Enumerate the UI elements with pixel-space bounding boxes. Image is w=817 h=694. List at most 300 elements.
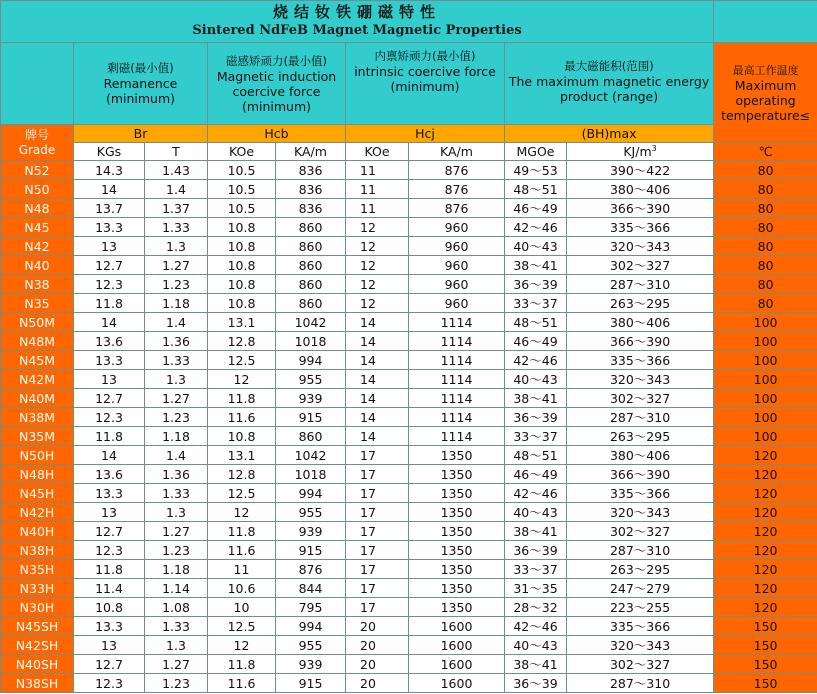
bh-mgoe-cell: 42～46 bbox=[505, 484, 567, 503]
table-row bbox=[1, 636, 817, 655]
bh-mgoe-cell: 36～39 bbox=[505, 541, 567, 560]
br-kgs-cell: 11.8 bbox=[74, 560, 145, 579]
hcb-koe-cell: 10.8 bbox=[208, 427, 276, 446]
hcb-en1: Magnetic induction bbox=[216, 68, 337, 84]
temp-cell: 80 bbox=[714, 294, 817, 313]
bh-kj-cell: 287～310 bbox=[567, 541, 714, 560]
temp-cell: 120 bbox=[714, 598, 817, 617]
hcj-en2: (minimum) bbox=[390, 79, 460, 94]
temp-cell: 150 bbox=[714, 655, 817, 674]
hcj-koe-cell: 20 bbox=[346, 674, 409, 693]
table-row bbox=[1, 180, 817, 199]
grade-cell: N33H bbox=[1, 579, 74, 598]
band-br: Br bbox=[74, 125, 208, 143]
br-kgs-cell: 13.6 bbox=[74, 332, 145, 351]
temp-cell: 100 bbox=[714, 427, 817, 446]
hcj-koe-cell: 14 bbox=[346, 408, 409, 427]
hcb-koe-cell: 11.6 bbox=[208, 674, 276, 693]
bh-kj-cell: 320～343 bbox=[567, 237, 714, 256]
hcb-koe-cell: 10.8 bbox=[208, 275, 276, 294]
br-kgs-cell: 12.7 bbox=[74, 655, 145, 674]
temp-cell: 120 bbox=[714, 446, 817, 465]
hcb-koe-cell: 12.5 bbox=[208, 351, 276, 370]
title-corner bbox=[714, 1, 817, 43]
grade-cell: N45M bbox=[1, 351, 74, 370]
temp-cell: 100 bbox=[714, 313, 817, 332]
hcj-kam-cell: 1600 bbox=[409, 636, 505, 655]
br-t-cell: 1.4 bbox=[145, 313, 208, 332]
temp-cell: 120 bbox=[714, 484, 817, 503]
bh-kj-cell: 223～255 bbox=[567, 598, 714, 617]
bh-kj-cell: 302～327 bbox=[567, 655, 714, 674]
bh-mgoe-cell: 38～41 bbox=[505, 655, 567, 674]
hcb-koe-cell: 12.8 bbox=[208, 332, 276, 351]
bh-en2: product (range) bbox=[559, 89, 659, 104]
hcj-koe-cell: 17 bbox=[346, 579, 409, 598]
temp-cell: 100 bbox=[714, 408, 817, 427]
hcj-kam-cell: 1350 bbox=[409, 484, 505, 503]
temp-cell: 120 bbox=[714, 465, 817, 484]
bh-kj-cell: 380～406 bbox=[567, 313, 714, 332]
br-kgs-cell: 13 bbox=[74, 370, 145, 389]
br-kgs-cell: 14 bbox=[74, 313, 145, 332]
hcj-koe-cell: 17 bbox=[346, 560, 409, 579]
hcj-kam-cell: 1600 bbox=[409, 674, 505, 693]
br-kgs-cell: 13 bbox=[74, 237, 145, 256]
unit-kjm3-sup: 3 bbox=[651, 143, 657, 153]
hcj-kam-cell: 1350 bbox=[409, 465, 505, 484]
table-row bbox=[1, 617, 817, 636]
hcj-koe-cell: 12 bbox=[346, 275, 409, 294]
hcj-koe-cell: 17 bbox=[346, 522, 409, 541]
grade-cell: N40SH bbox=[1, 655, 74, 674]
hcb-kam-cell: 955 bbox=[276, 636, 346, 655]
br-t-cell: 1.3 bbox=[145, 636, 208, 655]
hcb-kam-cell: 1018 bbox=[276, 332, 346, 351]
table-row bbox=[1, 256, 817, 275]
br-t-cell: 1.4 bbox=[145, 446, 208, 465]
bh-kj-cell: 320～343 bbox=[567, 636, 714, 655]
bh-mgoe-cell: 40～43 bbox=[505, 237, 567, 256]
hcb-kam-cell: 860 bbox=[276, 218, 346, 237]
bh-mgoe-cell: 42～46 bbox=[505, 351, 567, 370]
hcj-koe-cell: 20 bbox=[346, 655, 409, 674]
br-t-cell: 1.18 bbox=[145, 294, 208, 313]
hcj-kam-cell: 960 bbox=[409, 218, 505, 237]
hcj-koe-cell: 12 bbox=[346, 294, 409, 313]
bh-kj-cell: 366～390 bbox=[567, 465, 714, 484]
bh-mgoe-cell: 36～39 bbox=[505, 674, 567, 693]
header-grade bbox=[1, 125, 74, 161]
br-kgs-cell: 12.3 bbox=[74, 408, 145, 427]
grade-cell: N48M bbox=[1, 332, 74, 351]
bh-mgoe-cell: 46～49 bbox=[505, 332, 567, 351]
grade-cell: N35H bbox=[1, 560, 74, 579]
temp-cell: 80 bbox=[714, 161, 817, 180]
hcb-kam-cell: 860 bbox=[276, 256, 346, 275]
hcb-en2: coercive force bbox=[232, 83, 321, 99]
br-t-cell: 1.3 bbox=[145, 370, 208, 389]
br-t-cell: 1.33 bbox=[145, 484, 208, 503]
hcb-koe-cell: 10.5 bbox=[208, 180, 276, 199]
remanence-en2: (minimum) bbox=[105, 91, 176, 106]
br-kgs-cell: 12.7 bbox=[74, 389, 145, 408]
hcj-koe-cell: 20 bbox=[346, 617, 409, 636]
hcj-kam-cell: 1600 bbox=[409, 655, 505, 674]
hcb-kam-cell: 860 bbox=[276, 237, 346, 256]
hcb-koe-cell: 13.1 bbox=[208, 313, 276, 332]
table-row bbox=[1, 408, 817, 427]
hcj-kam-cell: 1114 bbox=[409, 313, 505, 332]
hcb-koe-cell: 10.5 bbox=[208, 161, 276, 180]
bh-mgoe-cell: 46～49 bbox=[505, 465, 567, 484]
br-t-cell: 1.14 bbox=[145, 579, 208, 598]
band-hcj: Hcj bbox=[346, 125, 505, 143]
unit-kam-hcj: KA/m bbox=[409, 143, 505, 161]
grade-cell: N42M bbox=[1, 370, 74, 389]
br-t-cell: 1.36 bbox=[145, 332, 208, 351]
hcj-koe-cell: 11 bbox=[346, 180, 409, 199]
bh-mgoe-cell: 33～37 bbox=[505, 294, 567, 313]
bh-kj-cell: 263～295 bbox=[567, 560, 714, 579]
hcb-koe-cell: 10.8 bbox=[208, 218, 276, 237]
grade-cell: N50M bbox=[1, 313, 74, 332]
hcb-koe-cell: 11.6 bbox=[208, 541, 276, 560]
hcb-kam-cell: 939 bbox=[276, 522, 346, 541]
hcb-koe-cell: 13.1 bbox=[208, 446, 276, 465]
hcj-koe-cell: 20 bbox=[346, 636, 409, 655]
br-t-cell: 1.08 bbox=[145, 598, 208, 617]
hcb-kam-cell: 1042 bbox=[276, 313, 346, 332]
br-t-cell: 1.27 bbox=[145, 256, 208, 275]
br-kgs-cell: 13.3 bbox=[74, 617, 145, 636]
remanence-cn: 剩磁(最小值) bbox=[107, 61, 174, 75]
hcb-koe-cell: 10.5 bbox=[208, 199, 276, 218]
br-kgs-cell: 11.4 bbox=[74, 579, 145, 598]
band-bh: (BH)max bbox=[505, 125, 714, 143]
br-t-cell: 1.33 bbox=[145, 617, 208, 636]
temp-cell: 150 bbox=[714, 617, 817, 636]
grade-cell: N38H bbox=[1, 541, 74, 560]
br-kgs-cell: 13.3 bbox=[74, 218, 145, 237]
data-rows bbox=[1, 161, 817, 693]
bh-kj-cell: 263～295 bbox=[567, 427, 714, 446]
hcj-koe-cell: 17 bbox=[346, 503, 409, 522]
hcj-koe-cell: 12 bbox=[346, 218, 409, 237]
br-kgs-cell: 13.6 bbox=[74, 465, 145, 484]
table-row bbox=[1, 294, 817, 313]
hcb-kam-cell: 876 bbox=[276, 560, 346, 579]
hcj-kam-cell: 1350 bbox=[409, 579, 505, 598]
br-t-cell: 1.43 bbox=[145, 161, 208, 180]
table-row bbox=[1, 503, 817, 522]
br-t-cell: 1.23 bbox=[145, 408, 208, 427]
header-hcj bbox=[346, 43, 505, 125]
bh-cn: 最大磁能积(范围) bbox=[564, 59, 654, 73]
table-row bbox=[1, 351, 817, 370]
bh-mgoe-cell: 40～43 bbox=[505, 636, 567, 655]
hcj-koe-cell: 17 bbox=[346, 465, 409, 484]
unit-t: T bbox=[145, 143, 208, 161]
grade-en: Grade bbox=[18, 142, 56, 157]
table-row bbox=[1, 484, 817, 503]
hcb-kam-cell: 1042 bbox=[276, 446, 346, 465]
table-row bbox=[1, 674, 817, 693]
table-row bbox=[1, 598, 817, 617]
table-row bbox=[1, 389, 817, 408]
bh-kj-cell: 287～310 bbox=[567, 275, 714, 294]
table-row bbox=[1, 275, 817, 294]
hcj-kam-cell: 1350 bbox=[409, 503, 505, 522]
hcb-kam-cell: 994 bbox=[276, 617, 346, 636]
hcb-koe-cell: 12.5 bbox=[208, 484, 276, 503]
br-t-cell: 1.23 bbox=[145, 674, 208, 693]
hcj-koe-cell: 14 bbox=[346, 332, 409, 351]
hcb-kam-cell: 939 bbox=[276, 389, 346, 408]
hcb-kam-cell: 994 bbox=[276, 484, 346, 503]
hcj-koe-cell: 14 bbox=[346, 313, 409, 332]
temp-en3: temperature≤ bbox=[721, 107, 811, 123]
grade-cell: N40H bbox=[1, 522, 74, 541]
hcb-koe-cell: 11.8 bbox=[208, 389, 276, 408]
unit-koe-hcb: KOe bbox=[208, 143, 276, 161]
bh-mgoe-cell: 36～39 bbox=[505, 408, 567, 427]
br-t-cell: 1.23 bbox=[145, 541, 208, 560]
hcj-kam-cell: 960 bbox=[409, 275, 505, 294]
grade-cell: N42H bbox=[1, 503, 74, 522]
temp-cell: 100 bbox=[714, 370, 817, 389]
br-t-cell: 1.4 bbox=[145, 180, 208, 199]
hcb-kam-cell: 860 bbox=[276, 275, 346, 294]
hcb-en3: (minimum) bbox=[241, 98, 312, 114]
bh-kj-cell: 287～310 bbox=[567, 408, 714, 427]
grade-cell: N42 bbox=[1, 237, 74, 256]
temp-cell: 120 bbox=[714, 579, 817, 598]
hcb-koe-cell: 12.8 bbox=[208, 465, 276, 484]
grade-cell: N38SH bbox=[1, 674, 74, 693]
hcb-kam-cell: 915 bbox=[276, 674, 346, 693]
remanence-en1: Remanence bbox=[103, 76, 178, 91]
hcj-kam-cell: 876 bbox=[409, 199, 505, 218]
hcj-kam-cell: 1350 bbox=[409, 598, 505, 617]
hcj-kam-cell: 1600 bbox=[409, 617, 505, 636]
bh-kj-cell: 263～295 bbox=[567, 294, 714, 313]
hcj-koe-cell: 14 bbox=[346, 370, 409, 389]
br-t-cell: 1.27 bbox=[145, 655, 208, 674]
bh-mgoe-cell: 48～51 bbox=[505, 313, 567, 332]
br-t-cell: 1.36 bbox=[145, 465, 208, 484]
br-t-cell: 1.33 bbox=[145, 351, 208, 370]
hcb-kam-cell: 795 bbox=[276, 598, 346, 617]
temp-cell: 100 bbox=[714, 332, 817, 351]
table-row bbox=[1, 579, 817, 598]
hcb-kam-cell: 860 bbox=[276, 427, 346, 446]
hcb-koe-cell: 11 bbox=[208, 560, 276, 579]
grade-cell: N38M bbox=[1, 408, 74, 427]
hcb-koe-cell: 10.8 bbox=[208, 237, 276, 256]
hcj-kam-cell: 876 bbox=[409, 161, 505, 180]
bh-kj-cell: 320～343 bbox=[567, 503, 714, 522]
hcb-koe-cell: 11.8 bbox=[208, 522, 276, 541]
hcj-kam-cell: 1114 bbox=[409, 408, 505, 427]
table-title bbox=[1, 1, 714, 43]
title-en: Sintered NdFeB Magnet Magnetic Properties bbox=[192, 23, 522, 38]
hcb-kam-cell: 836 bbox=[276, 199, 346, 218]
hcj-kam-cell: 1350 bbox=[409, 522, 505, 541]
hcb-kam-cell: 836 bbox=[276, 180, 346, 199]
br-kgs-cell: 14 bbox=[74, 446, 145, 465]
hcb-koe-cell: 10.8 bbox=[208, 256, 276, 275]
hcb-kam-cell: 860 bbox=[276, 294, 346, 313]
br-kgs-cell: 14 bbox=[74, 180, 145, 199]
grade-cell: N52 bbox=[1, 161, 74, 180]
hcb-koe-cell: 11.6 bbox=[208, 408, 276, 427]
unit-kgs: KGs bbox=[74, 143, 145, 161]
hcj-koe-cell: 17 bbox=[346, 446, 409, 465]
hcj-kam-cell: 1114 bbox=[409, 427, 505, 446]
hcb-kam-cell: 836 bbox=[276, 161, 346, 180]
grade-cell: N45H bbox=[1, 484, 74, 503]
bh-mgoe-cell: 48～51 bbox=[505, 180, 567, 199]
br-kgs-cell: 13.3 bbox=[74, 351, 145, 370]
hcj-kam-cell: 960 bbox=[409, 237, 505, 256]
br-kgs-cell: 13.7 bbox=[74, 199, 145, 218]
unit-koe-hcj: KOe bbox=[346, 143, 409, 161]
hcb-koe-cell: 12 bbox=[208, 503, 276, 522]
table-row bbox=[1, 541, 817, 560]
br-t-cell: 1.3 bbox=[145, 237, 208, 256]
grade-cell: N35 bbox=[1, 294, 74, 313]
hcj-kam-cell: 1114 bbox=[409, 351, 505, 370]
bh-mgoe-cell: 33～37 bbox=[505, 560, 567, 579]
hcb-kam-cell: 994 bbox=[276, 351, 346, 370]
header-remanence bbox=[74, 43, 208, 125]
bh-mgoe-cell: 38～41 bbox=[505, 256, 567, 275]
hcb-kam-cell: 1018 bbox=[276, 465, 346, 484]
temp-cn: 最高工作温度 bbox=[732, 63, 799, 77]
grade-cell: N40M bbox=[1, 389, 74, 408]
hcj-koe-cell: 14 bbox=[346, 427, 409, 446]
grade-cell: N48H bbox=[1, 465, 74, 484]
br-kgs-cell: 14.3 bbox=[74, 161, 145, 180]
br-kgs-cell: 12.3 bbox=[74, 275, 145, 294]
hcj-koe-cell: 12 bbox=[346, 256, 409, 275]
table-row bbox=[1, 161, 817, 180]
temp-cell: 80 bbox=[714, 199, 817, 218]
table-row bbox=[1, 446, 817, 465]
table-row bbox=[1, 655, 817, 674]
br-kgs-cell: 13 bbox=[74, 503, 145, 522]
grade-cell: N35M bbox=[1, 427, 74, 446]
temp-cell: 120 bbox=[714, 541, 817, 560]
bh-mgoe-cell: 33～37 bbox=[505, 427, 567, 446]
temp-cell: 80 bbox=[714, 237, 817, 256]
hcb-koe-cell: 12.5 bbox=[208, 617, 276, 636]
temp-en2: operating bbox=[735, 92, 796, 108]
br-kgs-cell: 12.7 bbox=[74, 522, 145, 541]
hcb-cn: 磁感矫顽力(最小值) bbox=[226, 53, 327, 68]
hcb-kam-cell: 915 bbox=[276, 541, 346, 560]
bh-mgoe-cell: 48～51 bbox=[505, 446, 567, 465]
band-hcb: Hcb bbox=[208, 125, 346, 143]
grade-cell: N48 bbox=[1, 199, 74, 218]
temp-cell: 80 bbox=[714, 218, 817, 237]
header-bh bbox=[505, 43, 714, 125]
grade-cell: N45SH bbox=[1, 617, 74, 636]
br-kgs-cell: 13 bbox=[74, 636, 145, 655]
grade-cell: N45 bbox=[1, 218, 74, 237]
bh-mgoe-cell: 36～39 bbox=[505, 275, 567, 294]
grade-cell: N38 bbox=[1, 275, 74, 294]
hcb-koe-cell: 11.8 bbox=[208, 655, 276, 674]
bh-kj-cell: 380～406 bbox=[567, 180, 714, 199]
bh-kj-cell: 335～366 bbox=[567, 484, 714, 503]
br-kgs-cell: 11.8 bbox=[74, 294, 145, 313]
br-t-cell: 1.27 bbox=[145, 389, 208, 408]
table-row bbox=[1, 237, 817, 256]
table-row bbox=[1, 218, 817, 237]
bh-kj-cell: 302～327 bbox=[567, 256, 714, 275]
hcj-koe-cell: 17 bbox=[346, 484, 409, 503]
br-kgs-cell: 12.3 bbox=[74, 541, 145, 560]
hcj-kam-cell: 960 bbox=[409, 256, 505, 275]
temp-cell: 80 bbox=[714, 180, 817, 199]
table-row bbox=[1, 332, 817, 351]
hcj-koe-cell: 11 bbox=[346, 199, 409, 218]
table-row bbox=[1, 427, 817, 446]
grade-cell: N50H bbox=[1, 446, 74, 465]
bh-mgoe-cell: 40～43 bbox=[505, 370, 567, 389]
bh-mgoe-cell: 42～46 bbox=[505, 218, 567, 237]
hcb-koe-cell: 12 bbox=[208, 370, 276, 389]
br-t-cell: 1.37 bbox=[145, 199, 208, 218]
bh-mgoe-cell: 28～32 bbox=[505, 598, 567, 617]
temp-en1: Maximum bbox=[734, 77, 797, 93]
bh-kj-cell: 366～390 bbox=[567, 199, 714, 218]
unit-temp: ℃ bbox=[714, 143, 817, 161]
hcb-kam-cell: 915 bbox=[276, 408, 346, 427]
grade-cell: N30H bbox=[1, 598, 74, 617]
br-kgs-cell: 12.3 bbox=[74, 674, 145, 693]
bh-mgoe-cell: 42～46 bbox=[505, 617, 567, 636]
hcb-koe-cell: 10 bbox=[208, 598, 276, 617]
bh-kj-cell: 366～390 bbox=[567, 332, 714, 351]
unit-kam-hcb: KA/m bbox=[276, 143, 346, 161]
temp-cell: 120 bbox=[714, 560, 817, 579]
bh-kj-cell: 302～327 bbox=[567, 389, 714, 408]
unit-kjm3-text: KJ/m bbox=[623, 144, 652, 160]
header-hcb bbox=[208, 43, 346, 125]
hcj-kam-cell: 1350 bbox=[409, 541, 505, 560]
bh-kj-cell: 390～422 bbox=[567, 161, 714, 180]
temp-cell: 100 bbox=[714, 351, 817, 370]
bh-mgoe-cell: 49～53 bbox=[505, 161, 567, 180]
bh-kj-cell: 380～406 bbox=[567, 446, 714, 465]
hcj-koe-cell: 14 bbox=[346, 389, 409, 408]
temp-cell: 150 bbox=[714, 674, 817, 693]
hcb-koe-cell: 10.6 bbox=[208, 579, 276, 598]
bh-kj-cell: 335～366 bbox=[567, 617, 714, 636]
bh-kj-cell: 320～343 bbox=[567, 370, 714, 389]
hcj-koe-cell: 14 bbox=[346, 351, 409, 370]
temp-cell: 120 bbox=[714, 522, 817, 541]
temp-cell: 80 bbox=[714, 275, 817, 294]
br-t-cell: 1.23 bbox=[145, 275, 208, 294]
hcj-koe-cell: 11 bbox=[346, 161, 409, 180]
table-row bbox=[1, 522, 817, 541]
hcj-kam-cell: 1114 bbox=[409, 332, 505, 351]
temp-cell: 80 bbox=[714, 256, 817, 275]
